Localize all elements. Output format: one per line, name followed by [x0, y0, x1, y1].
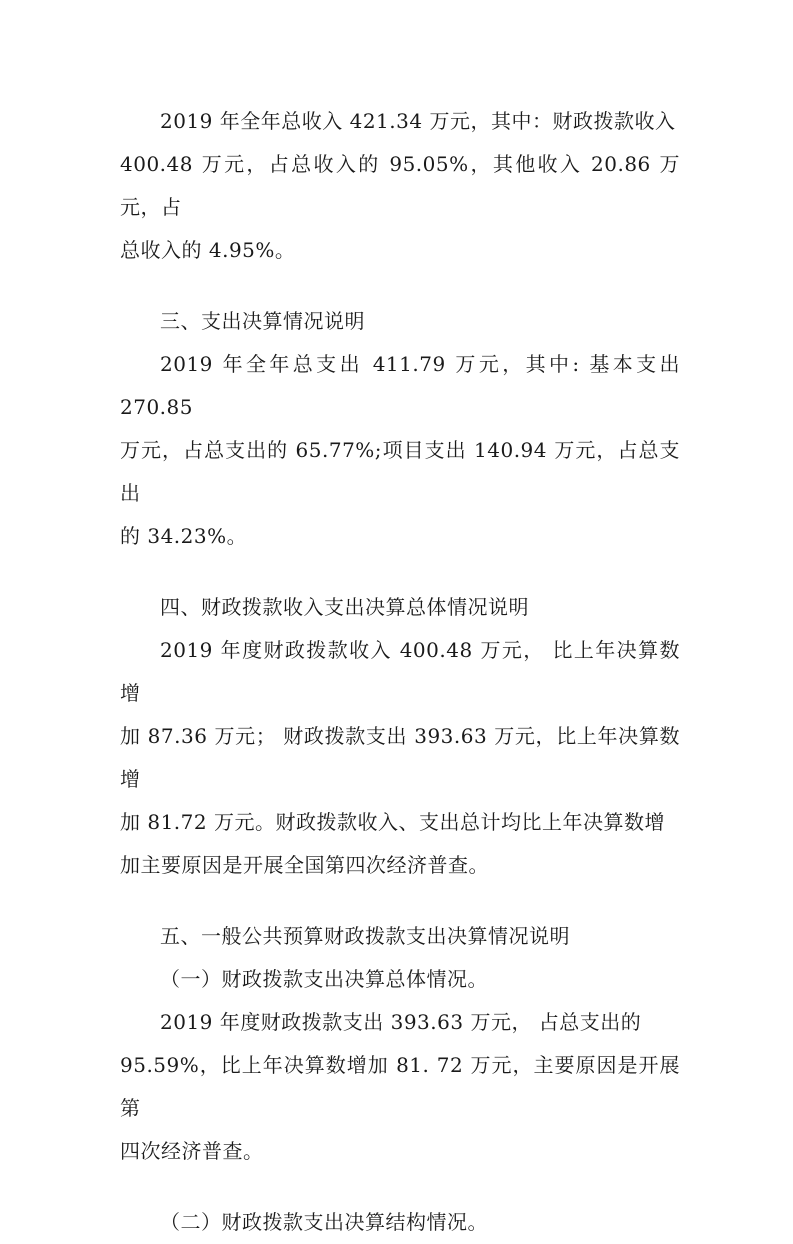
text-line: 400.48 万元，占总收入的 95.05%，其他收入 20.86 万元，占	[120, 152, 680, 219]
text-line: 2019 年度财政拨款支出 393.63 万元， 占总支出的	[160, 1010, 642, 1034]
paragraph-appropriation-overall	[120, 629, 680, 887]
heading-text: 三、支出决算情况说明	[160, 309, 365, 333]
heading-text: （一）财政拨款支出决算总体情况。	[160, 967, 488, 991]
text-line: 2019 年全年总支出 411.79 万元，其中: 基本支出 270.85	[120, 352, 680, 419]
subsection-heading-structure	[120, 1201, 680, 1244]
text-line: 加 87.36 万元； 财政拨款支出 393.63 万元，比上年决算数增	[120, 724, 680, 791]
text-line: 2019 年全年总收入 421.34 万元，其中：财政拨款收入	[160, 109, 676, 133]
text-line: 95.59%，比上年决算数增加 81. 72 万元，主要原因是开展第	[120, 1053, 680, 1120]
subsection-heading-overall	[120, 958, 680, 1001]
text-line: 万元，占总支出的 65.77%;项目支出 140.94 万元，占总支出	[120, 438, 680, 505]
paragraph-income-summary	[120, 100, 680, 272]
heading-text: 五、一般公共预算财政拨款支出决算情况说明	[160, 924, 570, 948]
text-line: 的 34.23%。	[120, 524, 248, 548]
text-line: 四次经济普查。	[120, 1139, 264, 1163]
heading-text: 四、财政拨款收入支出决算总体情况说明	[160, 595, 529, 619]
section-heading-appropriation-overall	[120, 586, 680, 629]
text-line: 2019 年度财政拨款收入 400.48 万元， 比上年决算数增	[120, 638, 680, 705]
document-body	[120, 100, 680, 1244]
text-line: 加 81.72 万元。财政拨款收入、支出总计均比上年决算数增	[120, 810, 665, 834]
section-heading-general-budget	[120, 915, 680, 958]
text-line: 总收入的 4.95%。	[120, 238, 296, 262]
section-heading-expenditure	[120, 300, 680, 343]
paragraph-expenditure-summary	[120, 343, 680, 558]
text-line: 加主要原因是开展全国第四次经济普查。	[120, 853, 489, 877]
paragraph-appropriation-expenditure	[120, 1001, 680, 1173]
heading-text: （二）财政拨款支出决算结构情况。	[160, 1210, 488, 1234]
